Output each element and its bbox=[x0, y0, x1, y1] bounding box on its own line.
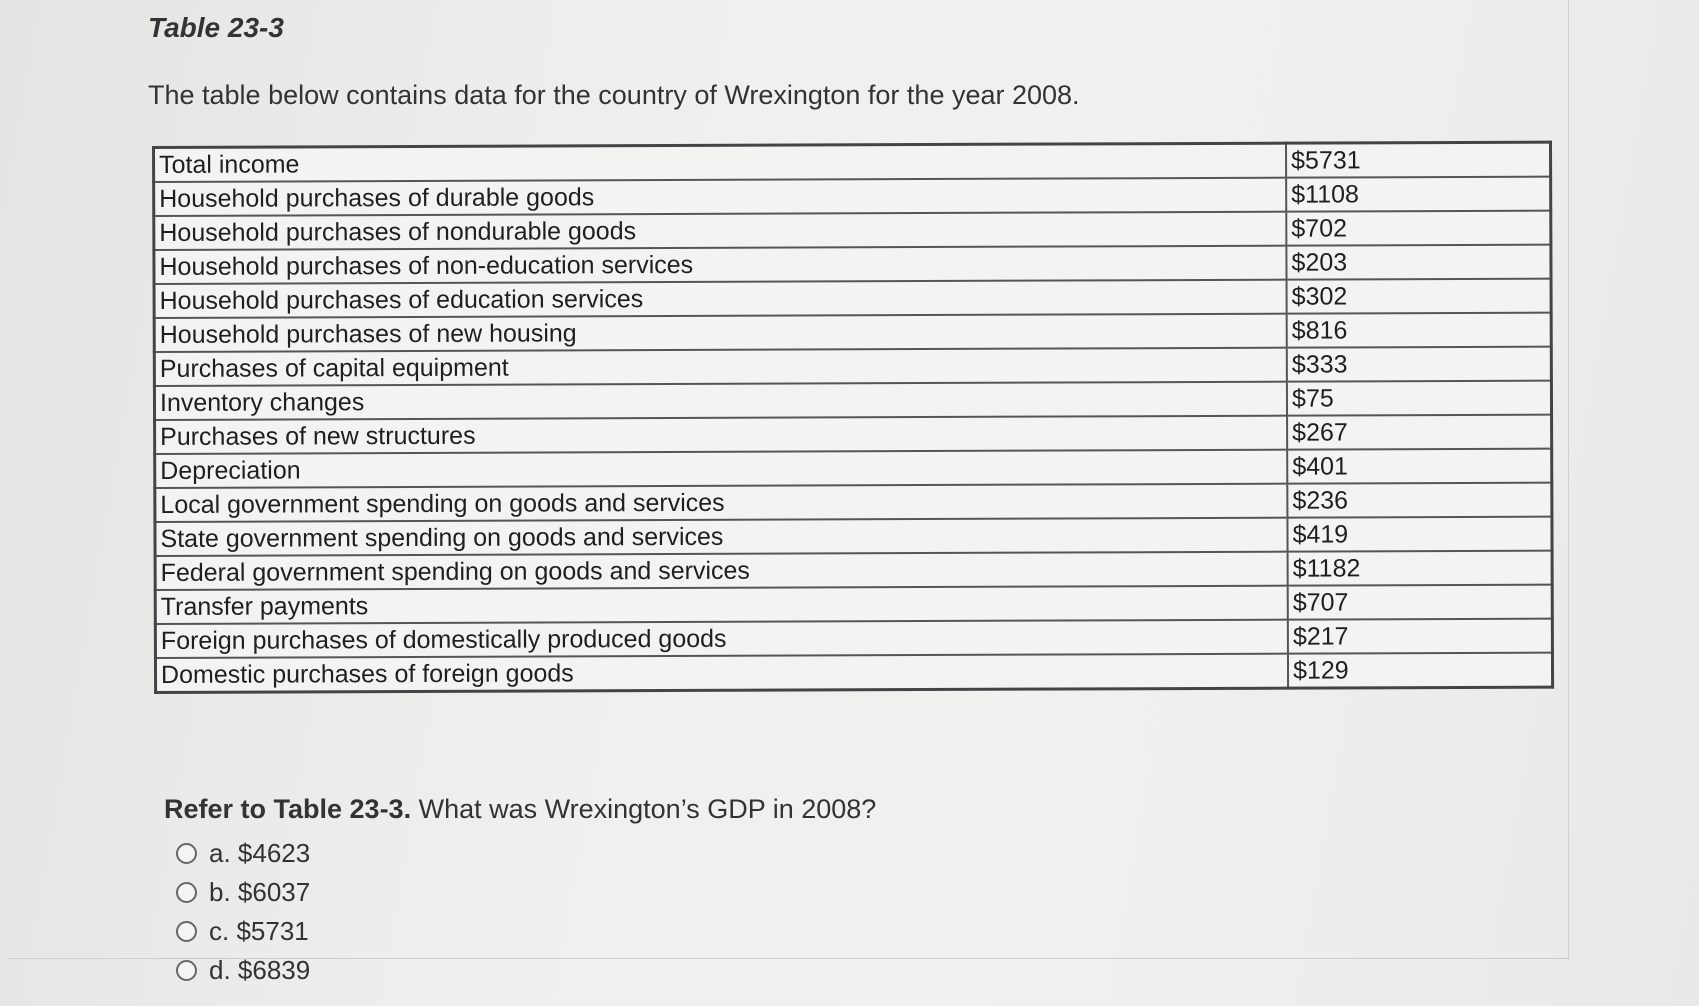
row-value: $333 bbox=[1287, 347, 1552, 382]
row-value: $236 bbox=[1287, 483, 1552, 518]
radio-button-icon[interactable] bbox=[176, 843, 197, 864]
table-row bbox=[154, 347, 1551, 386]
answer-option-c[interactable] bbox=[176, 912, 310, 951]
answer-option-d[interactable] bbox=[176, 951, 310, 990]
row-label: Household purchases of non-education services bbox=[154, 246, 1287, 284]
row-value: $75 bbox=[1287, 381, 1552, 416]
data-table bbox=[152, 141, 1554, 694]
radio-button-icon[interactable] bbox=[176, 882, 197, 903]
row-value: $707 bbox=[1288, 585, 1553, 620]
question-prompt bbox=[164, 794, 876, 825]
option-label[interactable]: d. $6839 bbox=[209, 955, 311, 985]
row-label: Local government spending on goods and services bbox=[155, 484, 1288, 522]
table-heading: Table 23-3 bbox=[148, 12, 284, 43]
option-label[interactable]: c. $5731 bbox=[209, 916, 309, 946]
row-value: $217 bbox=[1288, 619, 1553, 654]
row-label: Household purchases of education services bbox=[154, 280, 1287, 318]
radio-button-icon[interactable] bbox=[176, 921, 197, 942]
row-label: Total income bbox=[154, 143, 1287, 182]
row-value: $129 bbox=[1288, 653, 1553, 689]
table-row bbox=[154, 381, 1551, 420]
table-row bbox=[154, 142, 1551, 182]
table-row bbox=[155, 483, 1552, 522]
table-row bbox=[154, 245, 1551, 284]
radio-button-icon[interactable] bbox=[176, 960, 197, 981]
table-row bbox=[154, 211, 1551, 250]
row-label: Purchases of new structures bbox=[155, 416, 1288, 454]
table-row bbox=[155, 653, 1552, 693]
answer-option-a[interactable] bbox=[176, 834, 310, 873]
row-label: Household purchases of nondurable goods bbox=[154, 212, 1287, 250]
question-text: What was Wrexington’s GDP in 2008? bbox=[418, 794, 877, 824]
row-label: Inventory changes bbox=[154, 382, 1287, 420]
table-row bbox=[155, 585, 1552, 624]
row-value: $302 bbox=[1287, 279, 1552, 314]
row-label: Domestic purchases of foreign goods bbox=[155, 654, 1288, 693]
row-value: $267 bbox=[1287, 415, 1552, 450]
row-value: $816 bbox=[1287, 313, 1552, 348]
row-label: Depreciation bbox=[155, 450, 1288, 488]
row-value: $1182 bbox=[1288, 551, 1553, 586]
row-value: $5731 bbox=[1286, 142, 1551, 178]
table-row bbox=[154, 177, 1551, 216]
row-value: $702 bbox=[1286, 211, 1551, 246]
table-row bbox=[155, 551, 1552, 590]
table-row bbox=[155, 619, 1552, 658]
row-label: State government spending on goods and services bbox=[155, 518, 1288, 556]
row-value: $419 bbox=[1287, 517, 1552, 552]
question-reference: Refer to Table 23-3. bbox=[164, 794, 412, 824]
answer-options bbox=[176, 834, 310, 990]
answer-option-b[interactable] bbox=[176, 873, 310, 912]
intro-text: The table below contains data for the country of Wrexington for the year 2008. bbox=[148, 80, 1080, 110]
option-label[interactable]: b. $6037 bbox=[209, 877, 311, 907]
option-label[interactable]: a. $4623 bbox=[209, 838, 311, 868]
table-row bbox=[155, 517, 1552, 556]
table-row bbox=[155, 449, 1552, 488]
row-label: Household purchases of durable goods bbox=[154, 178, 1287, 216]
table-row bbox=[155, 415, 1552, 454]
row-label: Purchases of capital equipment bbox=[154, 348, 1287, 386]
row-value: $401 bbox=[1287, 449, 1552, 484]
row-label: Transfer payments bbox=[155, 586, 1288, 624]
row-label: Household purchases of new housing bbox=[154, 314, 1287, 352]
row-value: $203 bbox=[1286, 245, 1551, 280]
table-row bbox=[154, 279, 1551, 318]
row-value: $1108 bbox=[1286, 177, 1551, 212]
row-label: Foreign purchases of domestically produced goods bbox=[155, 620, 1288, 658]
table-row bbox=[154, 313, 1551, 352]
row-label: Federal government spending on goods and services bbox=[155, 552, 1288, 590]
